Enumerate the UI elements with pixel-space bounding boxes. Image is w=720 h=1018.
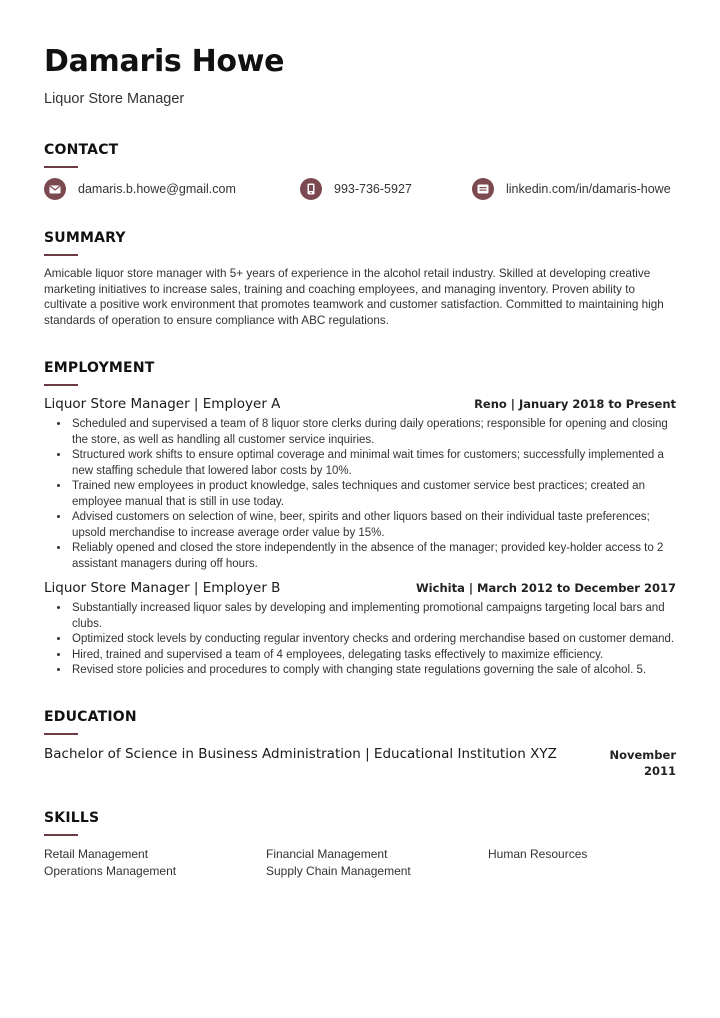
skills-section <box>44 810 676 879</box>
candidate-name: Damaris Howe <box>44 44 285 79</box>
skill-item: Supply Chain Management <box>266 863 411 878</box>
job-bullet: • Advised customers on selection of wine, beer, spirits and other liquors based on their individual taste preferences; upsold merchandise to increase average order value by 15%. <box>70 510 676 541</box>
skill-item: Human Resources <box>488 846 588 861</box>
job-location-dates: Wichita | March 2012 to December 2017 <box>416 581 676 595</box>
section-divider <box>44 834 78 836</box>
job-title: Liquor Store Manager | Employer B <box>44 580 281 596</box>
job-bullet: • Hired, trained and supervised a team of 4 employees, delegating tasks effectively to maximize efficiency. <box>70 648 676 664</box>
skill-item: Operations Management <box>44 863 177 878</box>
education-degree: Bachelor of Science in Business Administration | Educational Institution XYZ <box>44 745 557 762</box>
linkedin-text: linkedin.com/in/damaris-howe <box>506 182 671 196</box>
education-section <box>44 709 676 779</box>
contact-linkedin[interactable] <box>472 178 671 200</box>
job-bullet: • Optimized stock levels by conducting regular inventory checks and ordering merchandise based on customer demand. <box>70 632 676 648</box>
job-location-dates: Reno | January 2018 to Present <box>474 397 676 411</box>
summary-section <box>44 230 676 328</box>
skills-list <box>44 846 676 879</box>
job-bullets <box>44 601 676 679</box>
job-entry <box>44 580 676 679</box>
skills-heading: SKILLS <box>44 809 100 826</box>
job-bullet: • Scheduled and supervised a team of 8 liquor store clerks during daily operations; responsible for opening and closing the store, as well as handling all customer service inquiries. <box>70 417 676 448</box>
job-bullets <box>44 417 676 572</box>
job-bullet: • Structured work shifts to ensure optimal coverage and minimal wait times for customers; successfully implemented a new staffing schedule that lowered labor costs by 10%. <box>70 448 676 479</box>
job-entry <box>44 396 676 572</box>
contact-section <box>44 142 676 200</box>
phone-text: 993-736-5927 <box>334 182 412 196</box>
job-bullet: • Reliably opened and closed the store independently in the absence of the manager; provided key-holder access to 2 assistant managers during off hours. <box>70 541 676 572</box>
job-bullet: • Revised store policies and procedures to comply with changing state regulations governing the sale of alcohol. 5. <box>70 663 676 679</box>
summary-text: Amicable liquor store manager with 5+ years of experience in the alcohol retail industry. Skilled at developing creative marketing initiatives to increase sales, training and coaching employees, and managing inventory. Proven ability to cultivate a positive work environment that promotes teamwork and customer satisfaction. Committed to maintaining high standards of operation to ensure compliance with ABC regulations. <box>44 267 664 327</box>
job-header <box>44 580 676 596</box>
linkedin-icon <box>472 178 494 200</box>
education-heading: EDUCATION <box>44 708 137 725</box>
skill-item: Financial Management <box>266 846 388 861</box>
section-divider <box>44 384 78 386</box>
education-entry <box>44 745 676 779</box>
candidate-title: Liquor Store Manager <box>44 91 185 107</box>
job-header <box>44 396 676 412</box>
employment-section <box>44 360 676 679</box>
job-bullet: • Trained new employees in product knowledge, sales techniques and customer service best practices; created an employee manual that is still in use today. <box>70 479 676 510</box>
phone-icon <box>300 178 322 200</box>
section-divider <box>44 166 78 168</box>
job-title: Liquor Store Manager | Employer A <box>44 396 281 412</box>
contact-email[interactable] <box>44 178 300 200</box>
summary-heading: SUMMARY <box>44 230 126 246</box>
employment-heading: EMPLOYMENT <box>44 360 155 376</box>
section-divider <box>44 254 78 256</box>
job-bullet: • Substantially increased liquor sales by developing and implementing promotional campaigns targeting local bars and clubs. <box>70 601 676 632</box>
contact-heading: CONTACT <box>44 142 119 158</box>
skill-item: Retail Management <box>44 846 149 861</box>
contact-phone[interactable] <box>300 178 472 200</box>
email-text: damaris.b.howe@gmail.com <box>78 182 236 196</box>
section-divider <box>44 733 78 735</box>
education-date: November 2011 <box>609 747 676 778</box>
envelope-icon <box>44 178 66 200</box>
contact-row <box>44 178 676 200</box>
